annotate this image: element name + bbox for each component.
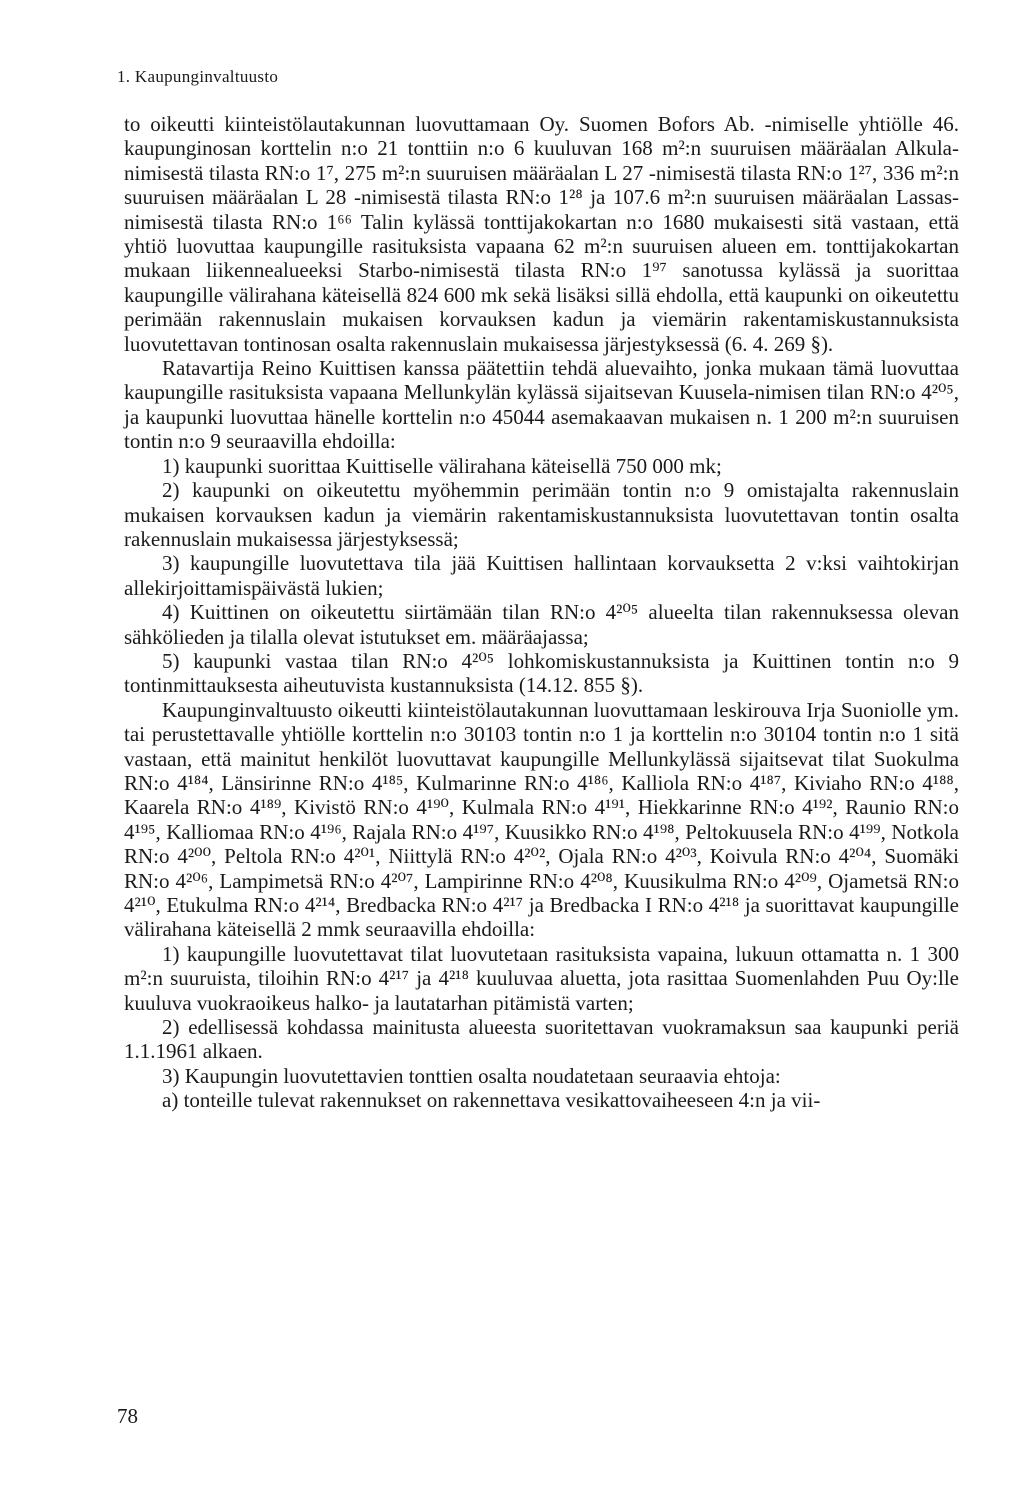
condition-4: 4) Kuittinen on oikeutettu siirtämään tilan RN:o 4²⁰⁵ alueelta tilan rakennuksessa olevan sähkölieden ja tilalla olevat istutukset em. määräajassa; [124,600,959,649]
paragraph-kuittinen: Ratavartija Reino Kuittisen kanssa päätettiin tehdä aluevaihto, jonka mukaan tämä luovuttaa kaupungille rasituksista vapaana Mellunkylän kylässä sijaitsevan Kuusela-nimisen tilan RN:o 4²⁰⁵, ja kaupunki luovuttaa hänelle korttelin n:o 45044 asemakaavan mukaisen n. 1 200 m²:n suuruisen tontin n:o 9 seuraavilla ehdoilla: [124,356,959,454]
body-text [124,112,959,1113]
suonio-condition-2: 2) edellisessä kohdassa mainitusta alueesta suoritettavan vuokramaksun saa kaupunki periä 1.1.1961 alkaen. [124,1015,959,1064]
condition-2: 2) kaupunki on oikeutettu myöhemmin perimään tontin n:o 9 omistajalta rakennuslain mukaisen korvauksen kadun ja viemärin rakentamiskustannuksista luovutettavan tontin osalta rakennuslain mukaisessa järjestyksessä; [124,478,959,551]
page-number: 78 [117,1404,138,1428]
running-header: 1. Kaupunginvaltuusto [117,67,279,86]
condition-1: 1) kaupunki suorittaa Kuittiselle välirahana käteisellä 750 000 mk; [162,453,722,478]
paragraph-bofors: to oikeutti kiinteistölautakunnan luovuttamaan Oy. Suomen Bofors Ab. -nimiselle yhtiölle 46. kaupunginosan korttelin n:o 21 tonttiin n:o 6 kuuluvan 168 m²:n suuruisen määräalan Alkula-nimisestä tilasta RN:o 1⁷, 275 m²:n suuruisen määräalan L 27 -nimisestä tilasta RN:o 1²⁷, 336 m²:n suuruisen määräalan L 28 -nimisestä tilasta RN:o 1²⁸ ja 107.6 m²:n suuruisen määräalan Lassas-nimisestä tilasta RN:o 1⁶⁶ Talin kylässä tonttijakokartan n:o 1680 mukaisesti sitä vastaan, että yhtiö luovuttaa kaupungille rasituksista vapaana 62 m²:n suuruisen alueen em. tonttijakokartan mukaan liikennealueeksi Starbo-nimisestä tilasta RN:o 1⁹⁷ sanotussa kylässä ja suorittaa kaupungille välirahana käteisellä 824 600 mk sekä lisäksi sillä ehdolla, että kaupunki on oikeutettu perimään rakennuslain mukaisen korvauksen kadun ja viemärin rakentamiskustannuksista luovutettavan tontinosan osalta rakennuslain mukaisessa järjestyksessä (6. 4. 269 §). [124,112,959,356]
suonio-condition-1: 1) kaupungille luovutettavat tilat luovutetaan rasituksista vapaina, lukuun ottamatta n. 1 300 m²:n suuruista, tiloihin RN:o 4²¹⁷ ja 4²¹⁸ kuuluvaa aluetta, jota rasittaa Suomenlahden Puu Oy:lle kuuluva vuokraoikeus halko- ja lautatarhan pitämistä varten; [124,941,959,1015]
paragraph-suonio: Kaupunginvaltuusto oikeutti kiinteistölautakunnan luovuttamaan leskirouva Irja Suoniolle ym. tai perustettavalle yhtiölle korttelin n:o 30103 tontin n:o 1 ja korttelin n:o 30104 tontin n:o 1 sitä vastaan, että mainitut henkilöt luovuttavat kaupungille Mellunkylässä sijaitsevat tilat Suokulma RN:o 4¹⁸⁴, Länsirinne RN:o 4¹⁸⁵, Kulmarinne RN:o 4¹⁸⁶, Kalliola RN:o 4¹⁸⁷, Kiviaho RN:o 4¹⁸⁸, Kaarela RN:o 4¹⁸⁹, Kivistö RN:o 4¹⁹⁰, Kulmala RN:o 4¹⁹¹, Hiekkarinne RN:o 4¹⁹², Raunio RN:o 4¹⁹⁵, Kalliomaa RN:o 4¹⁹⁶, Rajala RN:o 4¹⁹⁷, Kuusikko RN:o 4¹⁹⁸, Peltokuusela RN:o 4¹⁹⁹, Notkola RN:o 4²⁰⁰, Peltola RN:o 4²⁰¹, Niittylä RN:o 4²⁰², Ojala RN:o 4²⁰³, Koivula RN:o 4²⁰⁴, Suomäki RN:o 4²⁰⁶, Lampimetsä RN:o 4²⁰⁷, Lampirinne RN:o 4²⁰⁸, Kuusikulma RN:o 4²⁰⁹, Ojametsä RN:o 4²¹⁰, Etukulma RN:o 4²¹⁴, Bredbacka RN:o 4²¹⁷ ja Bredbacka I RN:o 4²¹⁸ ja suorittavat kaupungille välirahana käteisellä 2 mmk seuraavilla ehdoilla: [124,697,959,942]
condition-3: 3) kaupungille luovutettava tila jää Kuittisen hallintaan korvauksetta 2 v:ksi vaihtokirjan allekirjoittamispäivästä lukien; [124,551,959,600]
condition-5: 5) kaupunki vastaa tilan RN:o 4²⁰⁵ lohkomiskustannuksista ja Kuittinen tontin n:o 9 tontinmittauksesta aiheutuvista kustannuksista (14.12. 855 §). [124,648,959,698]
suonio-condition-3: 3) Kaupungin luovutettavien tonttien osalta noudatetaan seuraavia ehtoja: [162,1063,781,1088]
suonio-condition-3a: a) tonteille tulevat rakennukset on rakennettava vesikattovaiheeseen 4:n ja vii- [162,1088,821,1113]
